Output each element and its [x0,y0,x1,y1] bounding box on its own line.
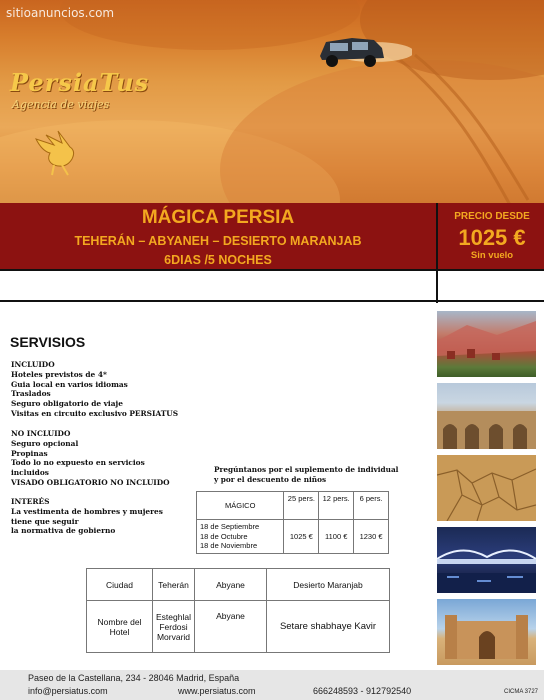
tour-route: TEHERÁN – ABYANEH – DESIERTO MARANJAB [74,234,362,248]
note-line: y por el descuento de niños [214,474,327,484]
table-header-cell: Teherán [153,569,195,601]
footer-address: Paseo de la Castellana, 234 - 28046 Madrid, España [28,673,240,683]
table-header-cell: 25 pers. [284,492,319,520]
footer-website[interactable]: www.persiatus.com [178,686,256,696]
footer-license: CICMA 3727 [504,689,539,695]
note-line: Pregúntanos por el suplemento de individual [214,465,399,474]
interest-heading: INTERÉS [11,497,50,506]
fortress-photo [437,599,536,665]
supplement-note [214,465,398,484]
village-scene [437,311,536,377]
table-header-cell: Abyane [195,569,267,601]
cracked-earth-photo [437,455,536,521]
row-label-cell: Nombre del Hotel [87,601,153,653]
list-item: Guia local en varios idiomas [11,379,128,389]
date-item: 18 de Octubre [200,531,248,541]
price-cell: 1230 € [354,520,389,554]
hotel-cell: Abyane [195,601,267,653]
tire-tracks [390,50,530,205]
date-item: 18 de Septiembre [200,522,260,531]
list-item: Propinas [11,448,48,458]
table-header-cell: 12 pers. [319,492,354,520]
price-cell: 1025 € [284,520,319,554]
bridge-scene [437,527,536,593]
brand-logo-text: PersiaTus [10,68,150,97]
table-header-cell: Ciudad [87,569,153,601]
hotel-cell: Esteghlal Ferdosi Morvarid [153,601,195,653]
tour-duration: 6DIAS /5 NOCHES [164,253,272,267]
table-header-cell: Desierto Maranjab [267,569,390,601]
watermark-text: sitioanuncios.com [6,6,115,20]
date-item: 18 de Noviembre [200,541,258,550]
table-row [87,601,390,653]
list-item: Hoteles previstos de 4* [11,369,107,379]
table-header-cell: 6 pers. [354,492,389,520]
fortress-scene [437,599,536,665]
brand-tagline: Agencia de viajes [12,98,110,111]
griffin-logo-icon [32,125,84,177]
list-item: incluidos [11,468,49,478]
table-row [197,492,389,520]
price-note: Sin vuelo [470,250,514,261]
not-included-list [11,429,170,488]
hotel-table [86,568,390,653]
bridge-night-photo [437,527,536,593]
not-included-heading: NO INCLUIDO [11,429,71,438]
village-photo [437,311,536,377]
included-heading: INCLUIDO [11,360,55,369]
dates-cell [197,520,284,554]
caravanserai-photo [437,383,536,449]
list-item: Visitas en circuito exclusivo PERSIATUS [11,408,179,418]
footer-phones: 666248593 - 912792540 [313,686,412,696]
list-item: la normativa de gobierno [11,526,116,536]
footer-email[interactable]: info@persiatus.com [28,686,108,696]
divider-line [0,269,544,271]
jeep-icon [312,30,412,72]
divider-line [0,300,544,302]
list-item: Seguro opcional [11,438,79,448]
list-item: VISADO OBLIGATORIO NO INCLUIDO [11,477,170,487]
price-table [196,491,389,554]
table-header-cell: MÁGICO [197,492,284,520]
list-item: Todo lo no expuesto en servicios [11,458,145,468]
tour-title: MÁGICA PERSIA [141,207,295,228]
cracked-pattern [437,455,536,521]
included-list [11,360,178,419]
list-item: Traslados [11,389,51,399]
price-amount: 1025 € [458,225,526,250]
list-item: La vestimenta de hombres y mujeres [11,506,163,516]
arches-scene [437,383,536,449]
price-cell: 1100 € [319,520,354,554]
interest-block [11,497,163,536]
list-item: tiene que seguir [11,516,79,526]
table-row [87,569,390,601]
hotel-cell: Setare shabhaye Kavir [267,601,390,653]
section-title: SERVISIOS [10,334,86,350]
list-item: Seguro obligatorio de viaje [11,399,123,409]
table-row [197,520,389,554]
band-divider [436,203,438,303]
price-label: PRECIO DESDE [454,211,530,222]
